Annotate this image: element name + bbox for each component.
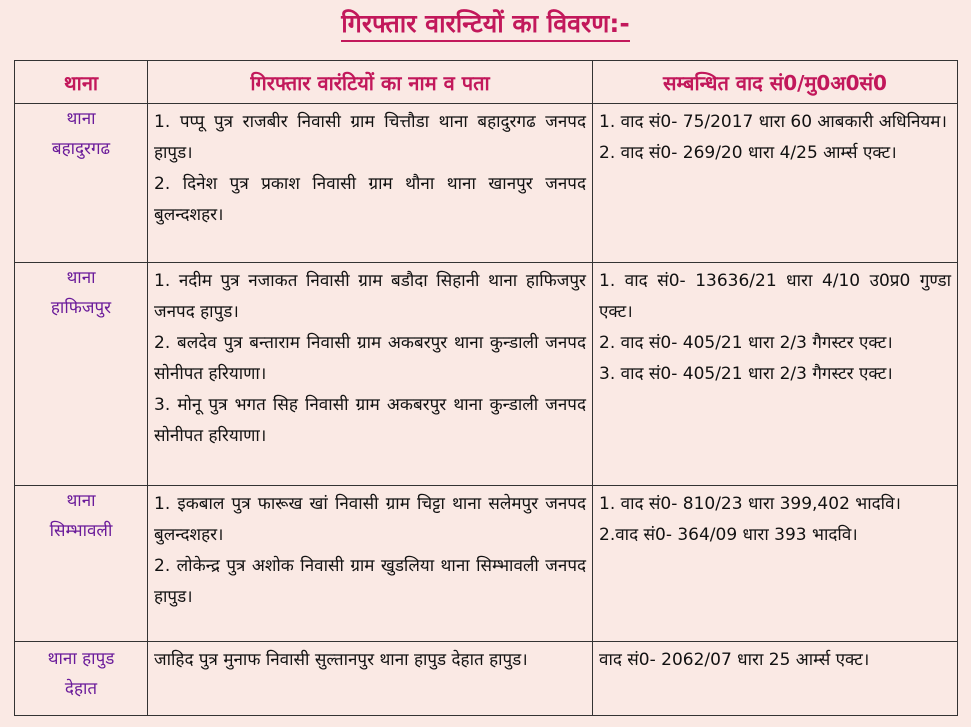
- station-label: थाना: [66, 109, 96, 129]
- case-cell: [593, 642, 958, 716]
- case-cell: [593, 486, 958, 642]
- station-label: थाना हापुड: [47, 649, 115, 669]
- case-entry: 1. वाद सं0- 75/2017 धारा 60 आबकारी अधिनियम।: [599, 112, 947, 132]
- page-title: [0, 4, 971, 44]
- police-station-cell: [15, 642, 148, 716]
- warrantee-cell: [148, 104, 593, 263]
- station-label: थाना: [66, 268, 96, 288]
- warrantee-cell: [148, 486, 593, 642]
- warrantee-entry: 1. नदीम पुत्र नजाकत निवासी ग्राम बडौदा सिहानी थाना हाफिजपुर जनपद हापुड।: [154, 271, 586, 322]
- warrantee-entry: 2. लोकेन्द्र पुत्र अशोक निवासी ग्राम खुडलिया थाना सिम्भावली जनपद हापुड।: [154, 556, 586, 607]
- case-cell: [593, 104, 958, 263]
- page-title-text: गिरफ्तार वारन्टियों का विवरण:-: [341, 9, 629, 42]
- police-station-cell: [15, 104, 148, 263]
- table-row: [15, 642, 958, 716]
- station-name: हाफिजपुर: [50, 298, 112, 318]
- warrantee-entry: 1. इकबाल पुत्र फारूख खां निवासी ग्राम चिट्टा थाना सलेमपुर जनपद बुलन्दशहर।: [154, 494, 586, 545]
- case-entry: 2. वाद सं0- 405/21 धारा 2/3 गैगस्टर एक्ट।: [599, 333, 893, 353]
- warrantee-entry: जाहिद पुत्र मुनाफ निवासी सुल्तानपुर थाना हापुड देहात हापुड।: [154, 650, 528, 670]
- table-row: [15, 263, 958, 486]
- header-warrantee-name-address: गिरफ्तार वारंटियों का नाम व पता: [148, 61, 593, 104]
- warrantee-entry: 3. मोनू पुत्र भगत सिह निवासी ग्राम अकबरपुर थाना कुन्डाली जनपद सोनीपत हरियाणा।: [154, 395, 586, 446]
- warrantee-entry: 1. पप्पू पुत्र राजबीर निवासी ग्राम चित्तौडा थाना बहादुरगढ जनपद हापुड।: [154, 112, 586, 163]
- case-cell: [593, 263, 958, 486]
- case-entry: 2. वाद सं0- 269/20 धारा 4/25 आर्म्स एक्ट।: [599, 143, 897, 163]
- station-name: देहात: [64, 679, 98, 699]
- table-header-row: [15, 61, 958, 104]
- police-station-cell: [15, 263, 148, 486]
- case-entry: 1. वाद सं0- 810/23 धारा 399,402 भादवि।: [599, 494, 901, 514]
- warrantee-cell: [148, 263, 593, 486]
- header-police-station: थाना: [15, 61, 148, 104]
- header-related-case-number: सम्बन्धित वाद सं0/मु0अ0सं0: [593, 61, 958, 104]
- case-entry: 2.वाद सं0- 364/09 धारा 393 भादवि।: [599, 525, 858, 545]
- table-row: [15, 104, 958, 263]
- warrant-details-table: [14, 60, 958, 716]
- case-entry: 1. वाद सं0- 13636/21 धारा 4/10 उ0प्र0 गुण्डा एक्ट।: [599, 271, 951, 322]
- station-name: बहादुरगढ: [51, 139, 111, 159]
- case-entry: 3. वाद सं0- 405/21 धारा 2/3 गैगस्टर एक्ट।: [599, 364, 893, 384]
- table-row: [15, 486, 958, 642]
- warrantee-entry: 2. बलदेव पुत्र बन्ताराम निवासी ग्राम अकबरपुर थाना कुन्डाली जनपद सोनीपत हरियाणा।: [154, 333, 586, 384]
- warrantee-cell: [148, 642, 593, 716]
- police-station-cell: [15, 486, 148, 642]
- warrantee-entry: 2. दिनेश पुत्र प्रकाश निवासी ग्राम थौना थाना खानपुर जनपद बुलन्दशहर।: [154, 174, 586, 225]
- station-label: थाना: [66, 491, 96, 511]
- case-entry: वाद सं0- 2062/07 धारा 25 आर्म्स एक्ट।: [599, 650, 870, 670]
- station-name: सिम्भावली: [49, 521, 113, 541]
